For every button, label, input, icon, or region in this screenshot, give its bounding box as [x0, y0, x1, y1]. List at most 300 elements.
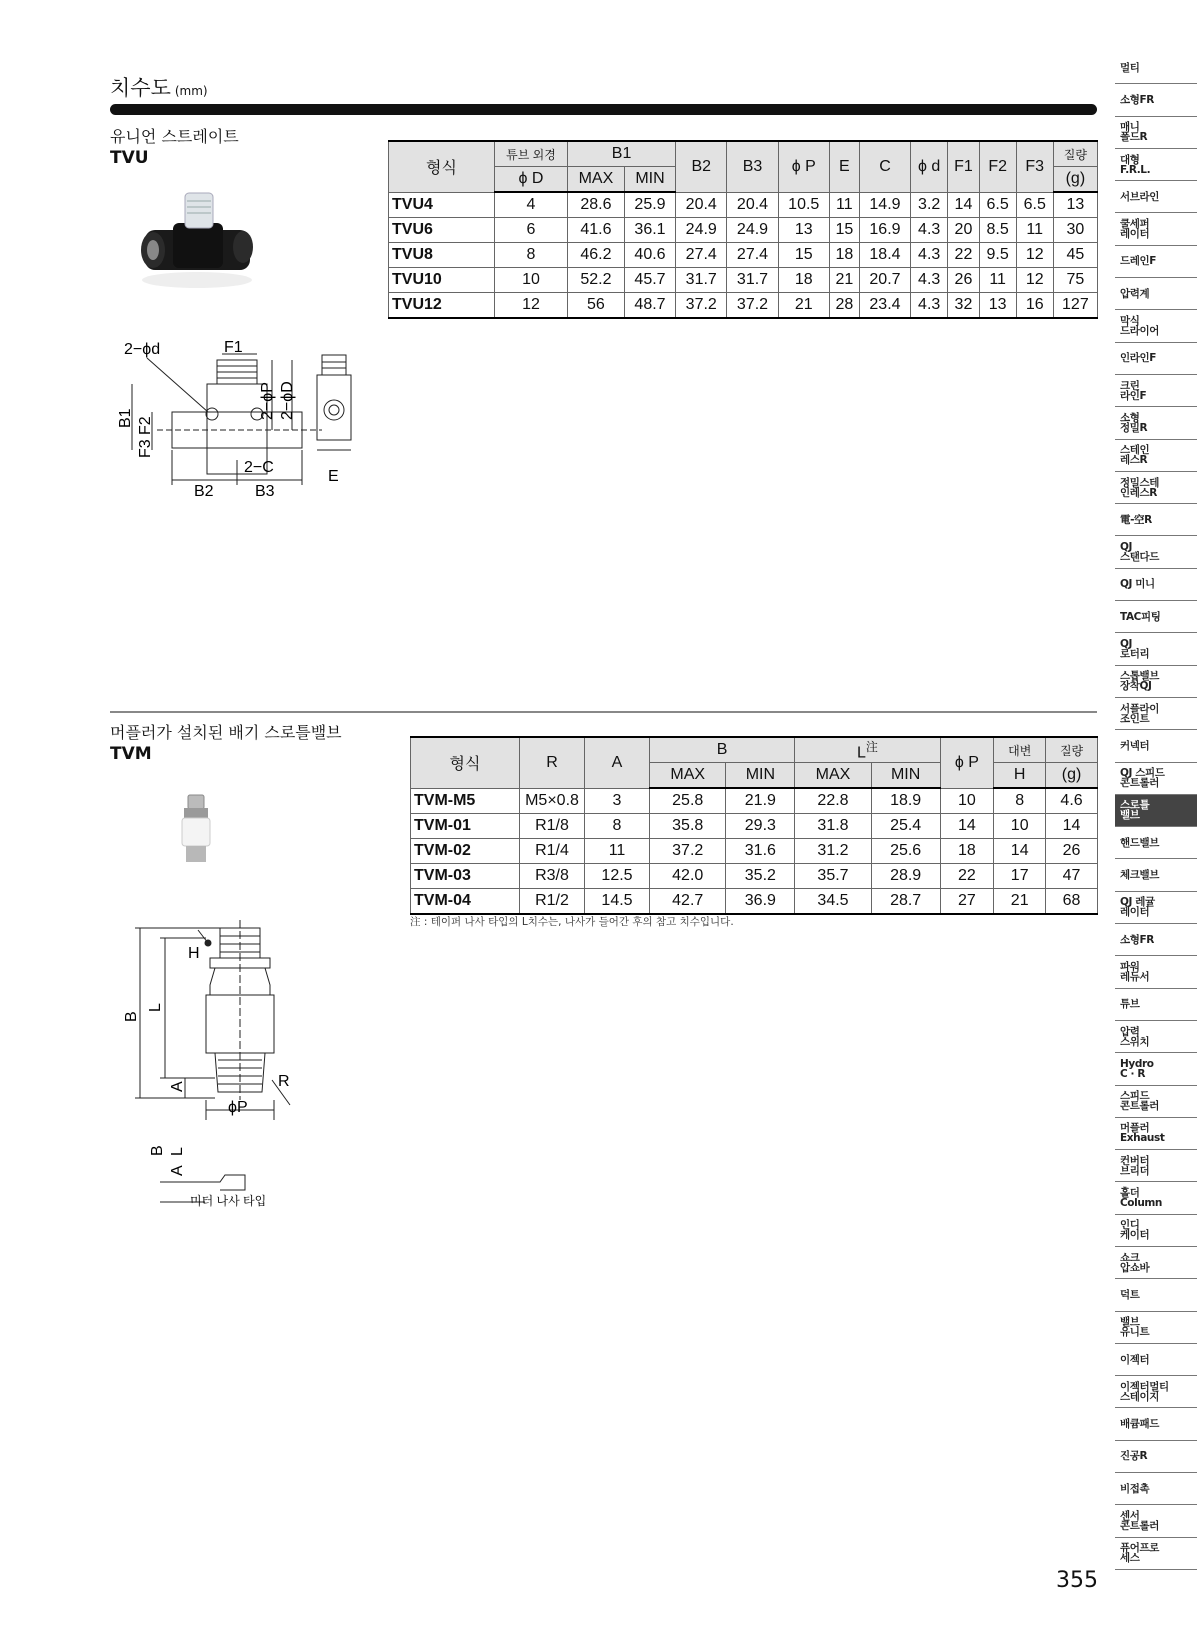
table-cell: 36.9	[726, 889, 795, 915]
table-cell: 4	[495, 192, 568, 218]
tvm-product-photo	[168, 790, 228, 870]
table-cell: 9.5	[979, 243, 1016, 268]
tvu-spec-table	[388, 140, 1098, 319]
table-cell: 6.5	[1016, 192, 1053, 218]
col-mass: 질량	[1053, 141, 1097, 167]
table-cell: 13	[979, 293, 1016, 319]
sidebar-item-label: 인디 케이터	[1120, 1219, 1150, 1242]
sidebar-item[interactable]	[1115, 181, 1197, 213]
model-cell: TVU4	[389, 192, 495, 218]
table-cell: 4.6	[1046, 788, 1098, 814]
table-cell: 11	[585, 839, 650, 864]
sidebar-item-label: 쿨세퍼 레이터	[1120, 218, 1150, 241]
table-cell: 14.9	[859, 192, 910, 218]
col-l-min: MIN	[871, 763, 940, 789]
tvu-product-photo	[135, 185, 260, 295]
table-cell: 21	[994, 889, 1046, 915]
table-cell: 31.8	[795, 814, 871, 839]
table-cell: 21	[829, 268, 859, 293]
table-cell: 15	[829, 218, 859, 243]
sidebar-item-label: 압력계	[1120, 287, 1150, 300]
table-cell: 37.2	[650, 839, 726, 864]
tvm-label-b-metric: B	[149, 1145, 166, 1156]
table-cell: 14	[940, 814, 994, 839]
table-cell: 14	[994, 839, 1046, 864]
col-p: ϕ P	[778, 141, 829, 192]
model-cell: TVU8	[389, 243, 495, 268]
table-cell: 8	[585, 814, 650, 839]
table-cell: 28.7	[871, 889, 940, 915]
table-cell: 20.4	[676, 192, 727, 218]
table-cell: 17	[994, 864, 1046, 889]
table-cell: 13	[1053, 192, 1097, 218]
table-cell: 31.7	[676, 268, 727, 293]
model-cell: TVM-01	[411, 814, 520, 839]
tvm-label-l: L	[147, 1003, 164, 1012]
table-cell: 8.5	[979, 218, 1016, 243]
table-cell: 18.4	[859, 243, 910, 268]
col-l-text: L	[856, 744, 866, 762]
table-cell: 28.9	[871, 864, 940, 889]
sidebar-item-label: 커넥터	[1120, 739, 1150, 752]
sidebar-item[interactable]	[1115, 1376, 1197, 1408]
table-cell: R1/4	[520, 839, 585, 864]
table-cell: 16	[1016, 293, 1053, 319]
sidebar-item-label: 電-空R	[1120, 513, 1152, 526]
table-cell: 8	[994, 788, 1046, 814]
table-cell: 32	[948, 293, 979, 319]
col-mass: 질량	[1046, 737, 1098, 763]
col-h: H	[994, 763, 1046, 789]
sidebar-item[interactable]	[1115, 666, 1197, 698]
col-b-min: MIN	[726, 763, 795, 789]
tvm-label-h: H	[188, 945, 200, 962]
table-cell: 22	[948, 243, 979, 268]
col-l	[795, 737, 940, 763]
table-cell: 23.4	[859, 293, 910, 319]
sidebar-item-label: 체크밸브	[1120, 869, 1159, 882]
tvu-label-b2: B2	[194, 483, 214, 500]
model-cell: TVM-04	[411, 889, 520, 915]
sidebar-item-label: 스피드 콘트롤러	[1120, 1090, 1159, 1113]
sidebar-item-label: QJ 미니	[1120, 578, 1155, 591]
sidebar-item-label: 쇼크 압쇼바	[1120, 1251, 1150, 1274]
table-cell: 35.2	[726, 864, 795, 889]
sidebar-item[interactable]	[1115, 1150, 1197, 1182]
sidebar-item[interactable]	[1115, 1021, 1197, 1053]
sidebar-item[interactable]	[1115, 827, 1197, 859]
tvm-spec-table	[410, 736, 1098, 915]
table-cell: 127	[1053, 293, 1097, 319]
tvm-label-l-metric: L	[169, 1147, 186, 1156]
sidebar-item-label: QJ 로터리	[1120, 637, 1150, 660]
table-row	[389, 192, 1098, 218]
table-cell: 31.6	[726, 839, 795, 864]
table-cell: 13	[778, 218, 829, 243]
table-row	[411, 864, 1098, 889]
sidebar-item-label: 소형FR	[1120, 93, 1154, 106]
sidebar-item[interactable]	[1115, 569, 1197, 601]
table-cell: 28.6	[568, 192, 625, 218]
sidebar-item[interactable]	[1115, 246, 1197, 278]
tvu-code: TVU	[110, 148, 149, 168]
table-cell: 25.8	[650, 788, 726, 814]
table-cell: R3/8	[520, 864, 585, 889]
sidebar-item-label: 스테인 레스R	[1120, 444, 1150, 467]
col-c: C	[859, 141, 910, 192]
table-cell: 30	[1053, 218, 1097, 243]
sidebar-item-label: 이젝터멀티 스테이지	[1120, 1380, 1169, 1403]
sidebar-item[interactable]	[1115, 601, 1197, 633]
tvm-label-b: B	[123, 1011, 140, 1022]
tvm-name: 머플러가 설치된 배기 스로틀밸브	[110, 723, 342, 742]
col-width: 대변	[994, 737, 1046, 763]
table-cell: 6.5	[979, 192, 1016, 218]
table-cell: 20.4	[727, 192, 778, 218]
sidebar-item-label: 이젝터	[1120, 1353, 1150, 1366]
table-cell: 11	[979, 268, 1016, 293]
col-b1-max: MAX	[568, 167, 625, 193]
sidebar-item-label: 센서 콘트롤러	[1120, 1510, 1159, 1532]
sidebar-item-label: 덕트	[1120, 1288, 1140, 1301]
col-f3: F3	[1016, 141, 1053, 192]
sidebar-item[interactable]	[1115, 1182, 1197, 1214]
table-cell: 16.9	[859, 218, 910, 243]
sidebar-item-label: 밸브 유니트	[1120, 1316, 1150, 1339]
tvu-label-bigd: 2−ϕD	[279, 381, 296, 420]
table-cell: 8	[495, 243, 568, 268]
sidebar-item[interactable]	[1115, 859, 1197, 891]
tvu-name: 유니언 스트레이트	[110, 127, 239, 146]
col-b1: B1	[568, 141, 676, 167]
sidebar-item-label: QJ 스탠다드	[1120, 541, 1159, 564]
table-cell: 12.5	[585, 864, 650, 889]
sidebar-item-label: 컨버터 브리더	[1120, 1154, 1150, 1177]
table-cell: 12	[495, 293, 568, 319]
table-cell: 21	[778, 293, 829, 319]
col-e: E	[829, 141, 859, 192]
table-cell: 22.8	[795, 788, 871, 814]
sidebar-item[interactable]	[1115, 698, 1197, 730]
sidebar-item-label: 서브라인	[1120, 190, 1159, 203]
table-cell: R1/2	[520, 889, 585, 915]
sidebar-item[interactable]	[1115, 375, 1197, 407]
tvu-table-body	[389, 192, 1098, 318]
col-b1-min: MIN	[624, 167, 675, 193]
table-cell: 25.9	[624, 192, 675, 218]
table-cell: 37.2	[676, 293, 727, 319]
table-cell: 25.4	[871, 814, 940, 839]
table-cell: 4.3	[911, 243, 948, 268]
sidebar-item[interactable]	[1115, 536, 1197, 568]
sidebar-item[interactable]	[1115, 1312, 1197, 1344]
table-cell: 27.4	[676, 243, 727, 268]
table-cell: 75	[1053, 268, 1097, 293]
sidebar-item[interactable]	[1115, 472, 1197, 504]
table-cell: 28	[829, 293, 859, 319]
tvm-label-a-metric: A	[169, 1165, 186, 1176]
tvu-label-d: 2−ϕd	[124, 341, 161, 358]
table-cell: 3	[585, 788, 650, 814]
table-cell: 6	[495, 218, 568, 243]
col-a: A	[585, 737, 650, 788]
sidebar-item[interactable]	[1115, 763, 1197, 795]
tvm-dimension-drawing	[110, 920, 310, 1210]
table-cell: 47	[1046, 864, 1098, 889]
sidebar-item[interactable]	[1115, 1279, 1197, 1311]
sidebar-item-label: 드레인F	[1120, 255, 1157, 268]
title-unit: (mm)	[174, 84, 208, 98]
model-cell: TVM-03	[411, 864, 520, 889]
model-cell: TVU12	[389, 293, 495, 319]
model-cell: TVU10	[389, 268, 495, 293]
sidebar-item[interactable]	[1115, 52, 1197, 84]
col-model: 형식	[389, 141, 495, 192]
sidebar-item[interactable]	[1115, 1086, 1197, 1118]
col-l-note: 注	[865, 740, 878, 754]
sidebar-item[interactable]	[1115, 149, 1197, 181]
sidebar-item[interactable]	[1115, 278, 1197, 310]
table-cell: 4.3	[911, 268, 948, 293]
sidebar-item[interactable]	[1115, 1505, 1197, 1537]
tvu-label-c: 2−C	[244, 459, 274, 476]
table-cell: 26	[948, 268, 979, 293]
table-cell: 4.3	[911, 293, 948, 319]
sidebar-item-label: 퓨어프로 세스	[1120, 1542, 1159, 1565]
sidebar-item-label: 압력 스위치	[1120, 1025, 1150, 1048]
tvu-label-e: E	[328, 468, 339, 485]
sidebar-item-label: 막식 드라이어	[1120, 315, 1159, 338]
tvu-label-b1: B1	[117, 408, 134, 428]
sidebar-item-label: 튜브	[1120, 998, 1140, 1011]
table-cell: 14	[1046, 814, 1098, 839]
sidebar-item[interactable]	[1115, 956, 1197, 988]
title-underline-bar	[110, 104, 1097, 115]
table-cell: 42.0	[650, 864, 726, 889]
tvu-label-f3: F3	[137, 439, 154, 458]
sidebar-item[interactable]	[1115, 1053, 1197, 1085]
table-cell: 12	[1016, 243, 1053, 268]
table-cell: 18	[829, 243, 859, 268]
col-p: ϕ P	[940, 737, 994, 788]
table-cell: 4.3	[911, 218, 948, 243]
table-row	[411, 839, 1098, 864]
sidebar-item[interactable]	[1115, 84, 1197, 116]
sidebar-item[interactable]	[1115, 440, 1197, 472]
category-sidebar	[1115, 52, 1197, 1570]
sidebar-item-label: 인라인F	[1120, 352, 1157, 365]
table-cell: 31.2	[795, 839, 871, 864]
col-b3: B3	[727, 141, 778, 192]
table-cell: 40.6	[624, 243, 675, 268]
table-cell: 35.8	[650, 814, 726, 839]
table-cell: 21.9	[726, 788, 795, 814]
table-cell: 27	[940, 889, 994, 915]
table-row	[411, 788, 1098, 814]
table-cell: 25.6	[871, 839, 940, 864]
table-cell: M5×0.8	[520, 788, 585, 814]
tvu-dimension-drawing	[112, 340, 372, 500]
sidebar-item[interactable]	[1115, 1215, 1197, 1247]
col-b-max: MAX	[650, 763, 726, 789]
sidebar-item-label: 진공R	[1120, 1450, 1148, 1463]
table-row	[389, 268, 1098, 293]
table-cell: 48.7	[624, 293, 675, 319]
table-row	[389, 293, 1098, 319]
tvm-code: TVM	[110, 744, 152, 764]
sidebar-item-label: TAC피팅	[1120, 610, 1161, 623]
table-cell: 45.7	[624, 268, 675, 293]
sidebar-item-label: 멀티	[1120, 61, 1140, 74]
table-cell: 29.3	[726, 814, 795, 839]
table-cell: 36.1	[624, 218, 675, 243]
sidebar-item-label: 서플라이 조인트	[1120, 702, 1159, 725]
tvu-label-b3: B3	[255, 483, 275, 500]
table-row	[411, 814, 1098, 839]
sidebar-item-label: 비접촉	[1120, 1482, 1150, 1495]
tvm-table-body	[411, 788, 1098, 914]
col-tube: 튜브 외경	[495, 141, 568, 167]
sidebar-item-label: 파워 레듀서	[1120, 960, 1150, 983]
table-cell: 20.7	[859, 268, 910, 293]
sidebar-item-label: 배큠패드	[1120, 1418, 1159, 1431]
table-cell: 22	[940, 864, 994, 889]
sidebar-item-label: 크린 라인F	[1120, 379, 1147, 402]
sidebar-item-label: 스로틀 밸브	[1120, 799, 1150, 822]
table-cell: 68	[1046, 889, 1098, 915]
sidebar-item-label: 소형FR	[1120, 933, 1154, 946]
sidebar-item[interactable]	[1115, 795, 1197, 827]
sidebar-item[interactable]	[1115, 1408, 1197, 1440]
sidebar-item[interactable]	[1115, 407, 1197, 439]
tvu-label-f1: F1	[224, 340, 243, 356]
sidebar-item-label: 소형 정밀R	[1120, 411, 1148, 434]
table-cell: 10	[994, 814, 1046, 839]
tvu-heading	[110, 126, 239, 168]
sidebar-item-label: 대형 F.R.L.	[1120, 153, 1151, 176]
table-cell: 56	[568, 293, 625, 319]
table-cell: 35.7	[795, 864, 871, 889]
sidebar-item-label: 정밀스테 인레스R	[1120, 476, 1159, 499]
sidebar-item-label: 홀더 Column	[1120, 1187, 1163, 1210]
tvm-label-p: ϕP	[228, 1099, 248, 1116]
tvu-label-f2: F2	[137, 416, 154, 435]
table-cell: 15	[778, 243, 829, 268]
table-cell: 46.2	[568, 243, 625, 268]
table-cell: 10	[940, 788, 994, 814]
table-cell: 14	[948, 192, 979, 218]
sidebar-item[interactable]	[1115, 1473, 1197, 1505]
sidebar-item[interactable]	[1115, 1441, 1197, 1473]
sidebar-item-label: QJ 레귤 레이터	[1120, 896, 1155, 919]
model-cell: TVM-M5	[411, 788, 520, 814]
table-cell: 41.6	[568, 218, 625, 243]
sidebar-item[interactable]	[1115, 924, 1197, 956]
col-b: B	[650, 737, 795, 763]
table-cell: 18.9	[871, 788, 940, 814]
table-cell: 12	[1016, 268, 1053, 293]
tvm-label-r: R	[278, 1073, 290, 1090]
table-cell: 3.2	[911, 192, 948, 218]
footnote: 注 : 테이퍼 나사 타입의 L치수는, 나사가 들어간 후의 참고 치수입니다.	[410, 916, 734, 928]
table-cell: 26	[1046, 839, 1098, 864]
table-cell: 10	[495, 268, 568, 293]
table-cell: 11	[829, 192, 859, 218]
table-cell: 37.2	[727, 293, 778, 319]
col-r: R	[520, 737, 585, 788]
sidebar-item-label: 스톱밸브 장착QJ	[1120, 670, 1159, 693]
col-f2: F2	[979, 141, 1016, 192]
table-cell: 14.5	[585, 889, 650, 915]
sidebar-item-label: 핸드밸브	[1120, 836, 1159, 849]
table-cell: 20	[948, 218, 979, 243]
table-row	[389, 243, 1098, 268]
sidebar-item-label: Hydro C · R	[1120, 1057, 1154, 1080]
sidebar-item[interactable]	[1115, 633, 1197, 665]
page-number: 355	[1056, 1568, 1098, 1593]
table-cell: 11	[1016, 218, 1053, 243]
sidebar-item[interactable]	[1115, 343, 1197, 375]
sidebar-item[interactable]	[1115, 1538, 1197, 1570]
model-cell: TVM-02	[411, 839, 520, 864]
tvm-heading	[110, 722, 342, 764]
table-cell: 18	[778, 268, 829, 293]
table-cell: 24.9	[676, 218, 727, 243]
table-cell: 52.2	[568, 268, 625, 293]
sidebar-item-label: QJ 스피드 콘트롤러	[1120, 767, 1165, 790]
sidebar-item[interactable]	[1115, 989, 1197, 1021]
table-row	[411, 889, 1098, 915]
table-row	[389, 218, 1098, 243]
sidebar-item[interactable]	[1115, 213, 1197, 245]
col-mass-unit: (g)	[1053, 167, 1097, 193]
table-cell: 27.4	[727, 243, 778, 268]
col-mass-unit: (g)	[1046, 763, 1098, 789]
table-cell: 31.7	[727, 268, 778, 293]
sidebar-item[interactable]	[1115, 1344, 1197, 1376]
tvm-label-a: A	[169, 1081, 186, 1092]
col-l-max: MAX	[795, 763, 871, 789]
page-title	[110, 72, 208, 102]
col-model: 형식	[411, 737, 520, 788]
sidebar-item[interactable]	[1115, 892, 1197, 924]
table-cell: 24.9	[727, 218, 778, 243]
sidebar-item[interactable]	[1115, 310, 1197, 342]
sidebar-item[interactable]	[1115, 117, 1197, 149]
sidebar-item[interactable]	[1115, 1247, 1197, 1279]
table-cell: R1/8	[520, 814, 585, 839]
tvm-caption: 미터 나사 타입	[190, 1194, 267, 1208]
sidebar-item[interactable]	[1115, 730, 1197, 762]
model-cell: TVU6	[389, 218, 495, 243]
table-cell: 10.5	[778, 192, 829, 218]
table-cell: 18	[940, 839, 994, 864]
col-f1: F1	[948, 141, 979, 192]
col-d: ϕ d	[911, 141, 948, 192]
sidebar-item[interactable]	[1115, 1118, 1197, 1150]
sidebar-item[interactable]	[1115, 504, 1197, 536]
title-text: 치수도	[110, 76, 171, 100]
sidebar-item-label: 매니 폴드R	[1120, 121, 1148, 144]
table-cell: 42.7	[650, 889, 726, 915]
table-cell: 45	[1053, 243, 1097, 268]
section-divider	[110, 711, 1097, 713]
sidebar-item-label: 머플러 Exhaust	[1120, 1122, 1165, 1145]
tvu-label-p: 2−ϕP	[259, 382, 276, 420]
table-cell: 34.5	[795, 889, 871, 915]
col-b2: B2	[676, 141, 727, 192]
col-tube-d: ϕ D	[495, 167, 568, 193]
